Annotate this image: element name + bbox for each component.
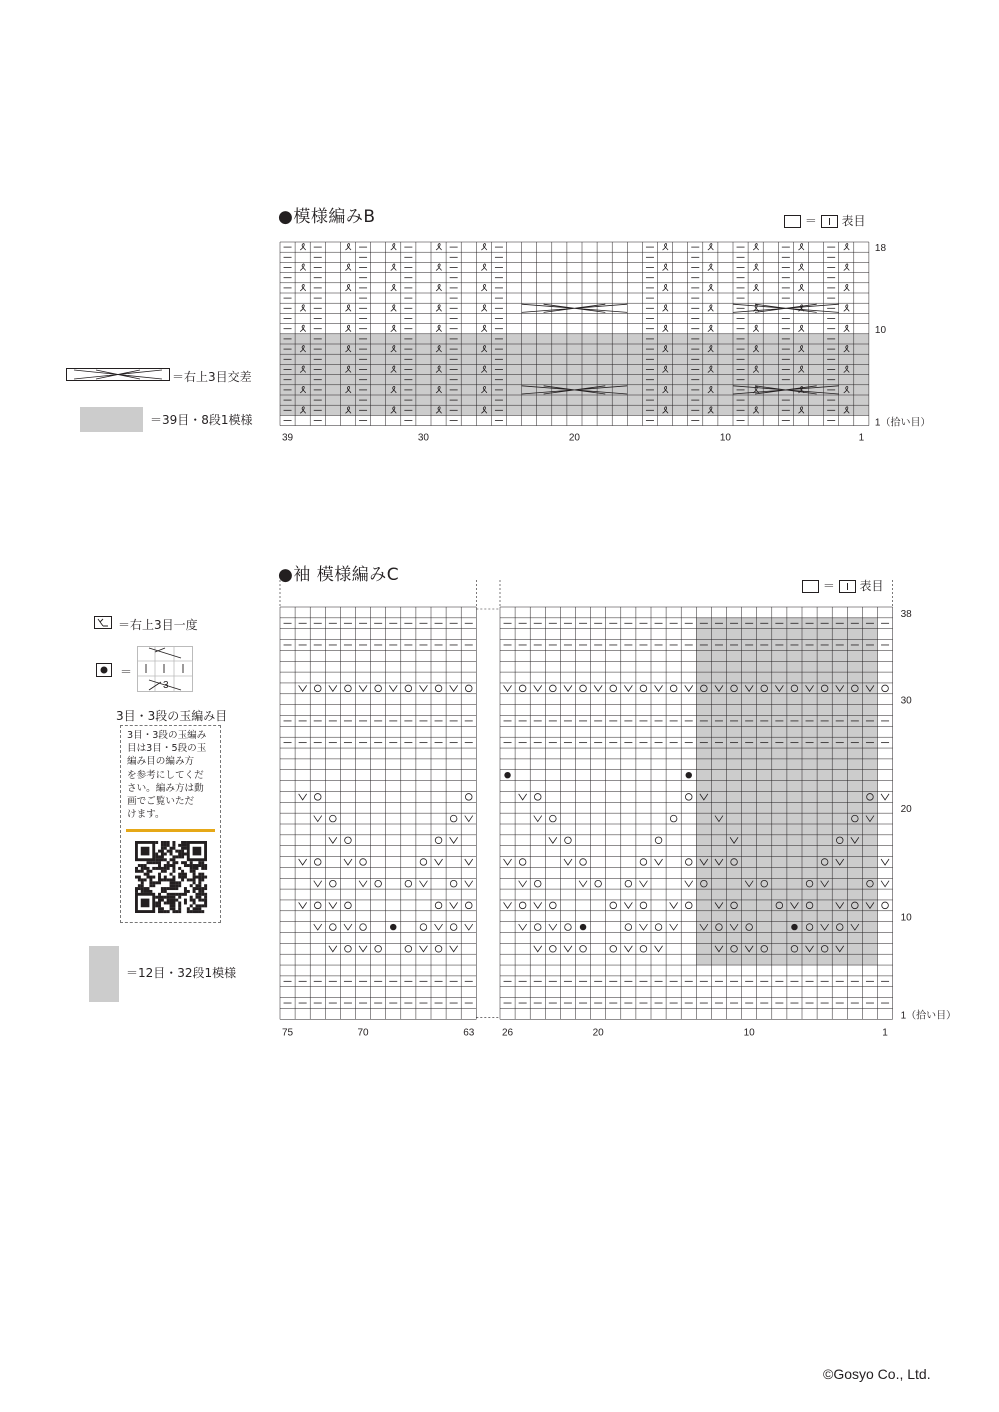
dec-symbol [389,685,397,691]
yo-symbol [595,880,602,887]
dec-symbol [359,685,367,691]
yo-symbol [550,902,557,909]
col-label: 30 [417,432,430,444]
yo-symbol [314,685,321,692]
dec-symbol [465,881,473,887]
yo-symbol [670,685,677,692]
yo-symbol [450,924,457,931]
yo-symbol [565,924,572,931]
note-line: さい。編み方は動 [127,782,204,794]
col-label: 75 [281,1027,294,1039]
col-label: 39 [281,432,294,444]
yo-symbol [882,685,889,692]
yo-symbol [550,945,557,952]
note-line: 編み目の編み方 [127,756,195,768]
dec-symbol [359,881,367,887]
dec-symbol [450,837,458,843]
yo-symbol [420,859,427,866]
knit-symbol-box [821,215,838,228]
dec-symbol [465,924,473,930]
yo-symbol [345,945,352,952]
key-equals: ＝ [804,214,817,228]
yo-symbol [465,685,472,692]
yo-symbol [565,837,572,844]
yo-symbol [519,902,526,909]
chart-b-grid [270,236,931,456]
col-label: 26 [501,1027,514,1039]
dec-symbol [519,924,527,930]
yo-symbol [465,902,472,909]
dec-symbol [670,924,678,930]
note-line: けます。 [127,809,165,821]
yo-symbol [550,685,557,692]
dec-symbol [594,685,602,691]
row-label: 30 [900,695,912,707]
yo-symbol [519,685,526,692]
note-box [120,725,221,923]
dec-symbol [624,946,632,952]
yo-symbol [375,880,382,887]
cable-cross [522,304,628,312]
yo-symbol [685,902,692,909]
yo-symbol [330,815,337,822]
yo-symbol [405,685,412,692]
dec-symbol [639,881,647,887]
col-label: 10 [719,432,732,444]
dec-symbol [314,881,322,887]
dec-symbol [419,946,427,952]
dec-symbol [299,685,307,691]
dec-symbol [450,902,458,908]
bobble-symbol [504,772,510,778]
yo-symbol [435,902,442,909]
note-line: 3目・3段の玉編み [127,730,207,741]
dec-symbol [504,902,512,908]
yo-symbol [405,880,412,887]
dec-symbol [94,616,112,630]
bobble-symbol [580,924,586,930]
yo-symbol [314,902,321,909]
yo-symbol [360,924,367,931]
dec-symbol [450,946,458,952]
dec-symbol [419,881,427,887]
dec-symbol [419,685,427,691]
dec-symbol [435,859,443,865]
bobble-diagram-num: 3 [163,680,169,691]
yo-symbol [610,902,617,909]
row-label: 20 [900,804,912,816]
yo-symbol [655,837,662,844]
col-label: 1 [858,432,865,444]
dec-symbol [329,685,337,691]
yo-symbol [580,945,587,952]
repeat-legend-text: ＝39目・8段1模様 [150,413,253,427]
c-repeat-shade-swatch [89,946,119,1002]
dec-symbol [655,946,663,952]
dec-symbol [881,881,889,887]
key-label: 表目 [859,579,884,593]
chart-c-title: ●袖 模様編みC [278,565,400,585]
dec-symbol [881,794,889,800]
dec-symbol [534,685,542,691]
purl-symbol-box [784,215,801,228]
dec-symbol [465,859,473,865]
dec-symbol [299,902,307,908]
yo-symbol [360,859,367,866]
chart-c-grid [270,578,970,1040]
yo-symbol [640,902,647,909]
chart-b-title: ●模様編みB [278,207,376,227]
yo-symbol [435,945,442,952]
note-line: 目は3目・5段の玉 [127,743,207,755]
dec-symbol [579,881,587,887]
dec-symbol [329,837,337,843]
yo-symbol [314,794,321,801]
bobble-diagram [137,646,193,692]
dec-symbol [624,902,632,908]
chart-b-key [784,212,866,229]
dec-symbol [504,859,512,865]
yo-symbol [610,945,617,952]
yo-symbol [550,815,557,822]
yo-symbol [685,794,692,801]
row-label: 10 [900,912,912,924]
note-line: 画でご覧いただ [127,796,195,808]
dec-symbol [314,924,322,930]
dec-symbol [504,685,512,691]
yo-symbol [534,880,541,887]
dec-symbol [639,924,647,930]
dec-symbol [655,859,663,865]
dec-symbol [534,816,542,822]
cable-cross [733,304,839,312]
dec-symbol [655,685,663,691]
row-label: 1（拾い目） [900,1010,957,1022]
yo-symbol [330,880,337,887]
dec-symbol [465,816,473,822]
yo-symbol [465,794,472,801]
yo-symbol [625,880,632,887]
dec-symbol [564,685,572,691]
note-accent-bar [126,829,215,832]
yo-symbol [640,945,647,952]
row-label: 10 [874,324,887,336]
yo-symbol [655,924,662,931]
yo-symbol [519,859,526,866]
col-label: 20 [568,432,581,444]
yo-symbol [580,859,587,866]
repeat-shade-swatch [80,407,143,432]
dec-symbol [519,881,527,887]
key-label: 表目 [841,214,866,228]
note-line: を参考にしてくだ [127,769,204,781]
col-label: 20 [592,1027,604,1039]
yo-symbol [375,685,382,692]
bobble-equals: ＝ [120,665,133,679]
yo-symbol [534,794,541,801]
dec-symbol [881,859,889,865]
yo-symbol [882,902,889,909]
dec-symbol [534,946,542,952]
bobble-symbol [390,924,396,930]
yo-symbol [625,924,632,931]
yo-symbol [375,945,382,952]
yo-symbol [534,924,541,931]
bobble-symbol [96,663,112,677]
qr-code[interactable] [135,841,207,913]
col-label: 70 [357,1027,369,1039]
dec-symbol [450,685,458,691]
yo-symbol [450,880,457,887]
c-repeat-legend-text: ＝12目・32段1模様 [126,966,237,980]
yo-symbol [405,945,412,952]
dec-symbol [564,859,572,865]
yo-symbol [314,859,321,866]
yo-symbol [345,902,352,909]
col-label: 63 [463,1027,475,1039]
dec-symbol [329,946,337,952]
col-label: 1 [882,1027,888,1039]
yo-symbol [435,837,442,844]
yo-symbol [685,859,692,866]
dec-symbol [314,816,322,822]
copyright: ©Gosyo Co., Ltd. [823,1366,931,1382]
dec-symbol [519,794,527,800]
row-label: 18 [874,243,887,255]
yo-symbol [610,685,617,692]
yo-symbol [345,837,352,844]
row-label: 1（拾い目） [874,417,931,429]
dec-symbol [670,902,678,908]
dec-legend-text: ＝右上3目一度 [118,618,198,632]
dec-symbol [534,902,542,908]
dec-symbol [299,859,307,865]
dec-symbol [299,794,307,800]
dec-symbol [624,685,632,691]
bobble-symbol [686,772,692,778]
yo-symbol [330,924,337,931]
bobble-symbol [791,924,797,930]
note-text [121,726,220,821]
yo-symbol [420,924,427,931]
dec-symbol [359,946,367,952]
yo-symbol [670,815,677,822]
cable-symbol [66,368,170,382]
yo-symbol [450,815,457,822]
yo-symbol [580,685,587,692]
cable-legend-text: ＝右上3目交差 [172,370,252,384]
key-equals: ＝ [822,579,835,593]
dec-symbol [435,924,443,930]
dec-symbol [685,881,693,887]
yo-symbol [640,685,647,692]
dec-symbol [564,946,572,952]
yo-symbol [640,859,647,866]
row-label: 38 [900,608,912,620]
dec-symbol [549,837,557,843]
bobble-caption: 3目・3段の玉編み目 [116,709,228,723]
dec-symbol [344,859,352,865]
dec-symbol [329,902,337,908]
col-label: 10 [743,1027,755,1039]
dec-symbol [685,685,693,691]
dec-symbol [344,924,352,930]
dec-symbol [549,924,557,930]
yo-symbol [345,685,352,692]
yo-symbol [435,685,442,692]
